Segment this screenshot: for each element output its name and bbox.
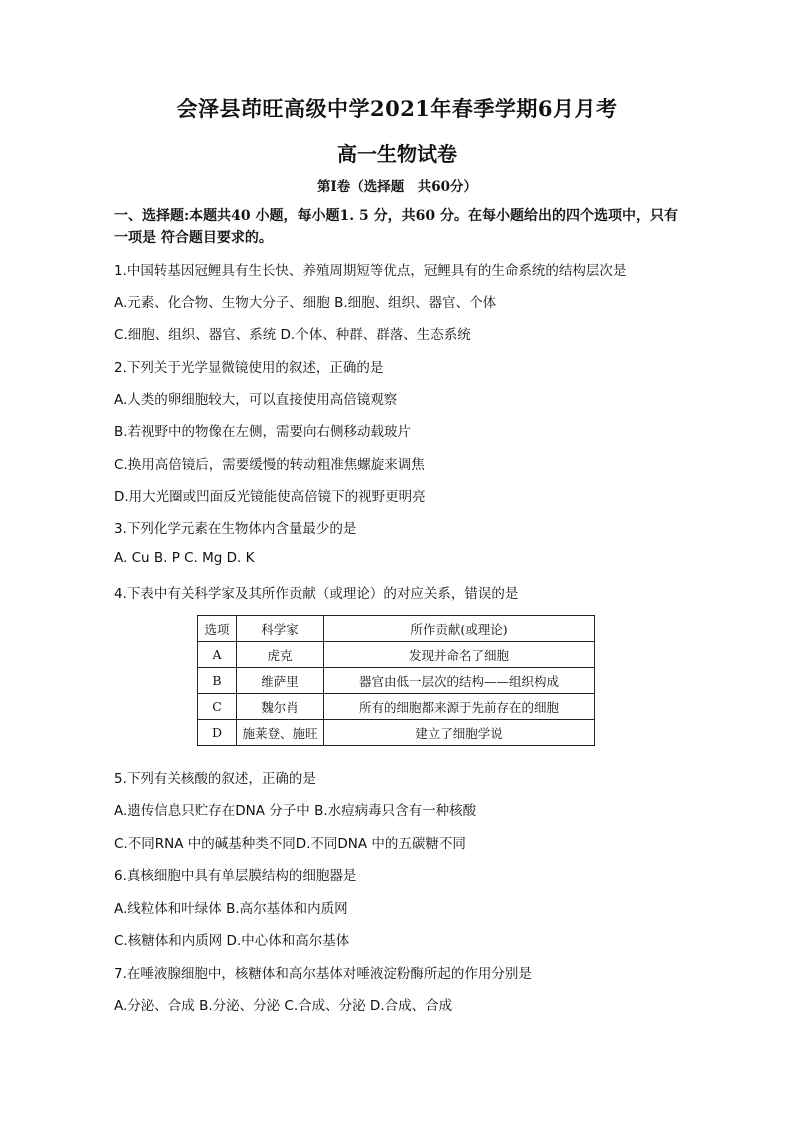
table-header-cell: 选项 <box>198 616 237 642</box>
question-5-options-cd: C.不同RNA 中的碱基种类不同D.不同DNA 中的五碳糖不同 <box>114 836 466 852</box>
question-2-option-c: C.换用高倍镜后，需要缓慢的转动粗准焦螺旋来调焦 <box>114 457 425 473</box>
question-7-stem: 7.在唾液腺细胞中，核糖体和高尔基体对唾液淀粉酶所起的作用分别是 <box>114 966 532 982</box>
table-cell: 器官由低一层次的结构——组织构成 <box>324 668 595 694</box>
section-intro: 一、选择题:本题共40 小题，每小题1. 5 分，共60 分。在每小题给出的四个选项中，只有一项是 符合题目要求的。 <box>114 208 678 246</box>
table-cell: D <box>198 720 237 746</box>
question-2-stem: 2.下列关于光学显微镜使用的叙述，正确的是 <box>114 360 384 376</box>
question-3-options: A. Cu B. P C. Mg D. K <box>114 550 255 566</box>
part-heading: 第Ⅰ卷（选择题 共60分） <box>316 179 478 195</box>
table-header-row <box>198 616 595 642</box>
question-4-stem: 4.下表中有关科学家及其所作贡献（或理论）的对应关系，错误的是 <box>114 586 519 602</box>
question-6-options-ab: A.线粒体和叶绿体 B.高尔基体和内质网 <box>114 901 348 917</box>
table-header-cell: 科学家 <box>237 616 324 642</box>
table-cell: A <box>198 642 237 668</box>
exam-title: 会泽县茚旺高级中学2021年春季学期6月月考 <box>176 96 618 121</box>
question-6-stem: 6.真核细胞中具有单层膜结构的细胞器是 <box>114 868 357 884</box>
table-row <box>198 720 595 746</box>
table-cell: 发现并命名了细胞 <box>324 642 595 668</box>
question-1-options-ab: A.元素、化合物、生物大分子、细胞 B.细胞、组织、器官、个体 <box>114 295 497 311</box>
question-2-option-a: A.人类的卵细胞较大，可以直接使用高倍镜观察 <box>114 392 398 408</box>
question-2-option-d: D.用大光圈或凹面反光镜能使高倍镜下的视野更明亮 <box>114 489 426 505</box>
table-cell: 魏尔肖 <box>237 694 324 720</box>
question-1-options-cd: C.细胞、组织、器官、系统 D.个体、种群、群落、生态系统 <box>114 327 471 343</box>
exam-subject: 高一生物试卷 <box>337 142 457 166</box>
question-5-options-ab: A.遗传信息只贮存在DNA 分子中 B.水痘病毒只含有一种核酸 <box>114 803 477 819</box>
table-cell: 施莱登、施旺 <box>237 720 324 746</box>
table-cell: C <box>198 694 237 720</box>
table-cell: 所有的细胞都来源于先前存在的细胞 <box>324 694 595 720</box>
table-header-cell: 所作贡献(或理论) <box>324 616 595 642</box>
scientist-table <box>197 615 595 746</box>
table-cell: 建立了细胞学说 <box>324 720 595 746</box>
question-2-option-b: B.若视野中的物像在左侧，需要向右侧移动载玻片 <box>114 424 412 440</box>
table-row <box>198 668 595 694</box>
table-row <box>198 694 595 720</box>
question-6-options-cd: C.核糖体和内质网 D.中心体和高尔基体 <box>114 933 350 949</box>
question-3-stem: 3.下列化学元素在生物体内含量最少的是 <box>114 521 357 537</box>
table-cell: B <box>198 668 237 694</box>
question-1-stem: 1.中国转基因冠鲤具有生长快、养殖周期短等优点，冠鲤具有的生命系统的结构层次是 <box>114 263 627 279</box>
table-row <box>198 642 595 668</box>
table-cell: 维萨里 <box>237 668 324 694</box>
question-5-stem: 5.下列有关核酸的叙述，正确的是 <box>114 771 316 787</box>
table-cell: 虎克 <box>237 642 324 668</box>
question-7-options: A.分泌、合成 B.分泌、分泌 C.合成、分泌 D.合成、合成 <box>114 998 453 1014</box>
